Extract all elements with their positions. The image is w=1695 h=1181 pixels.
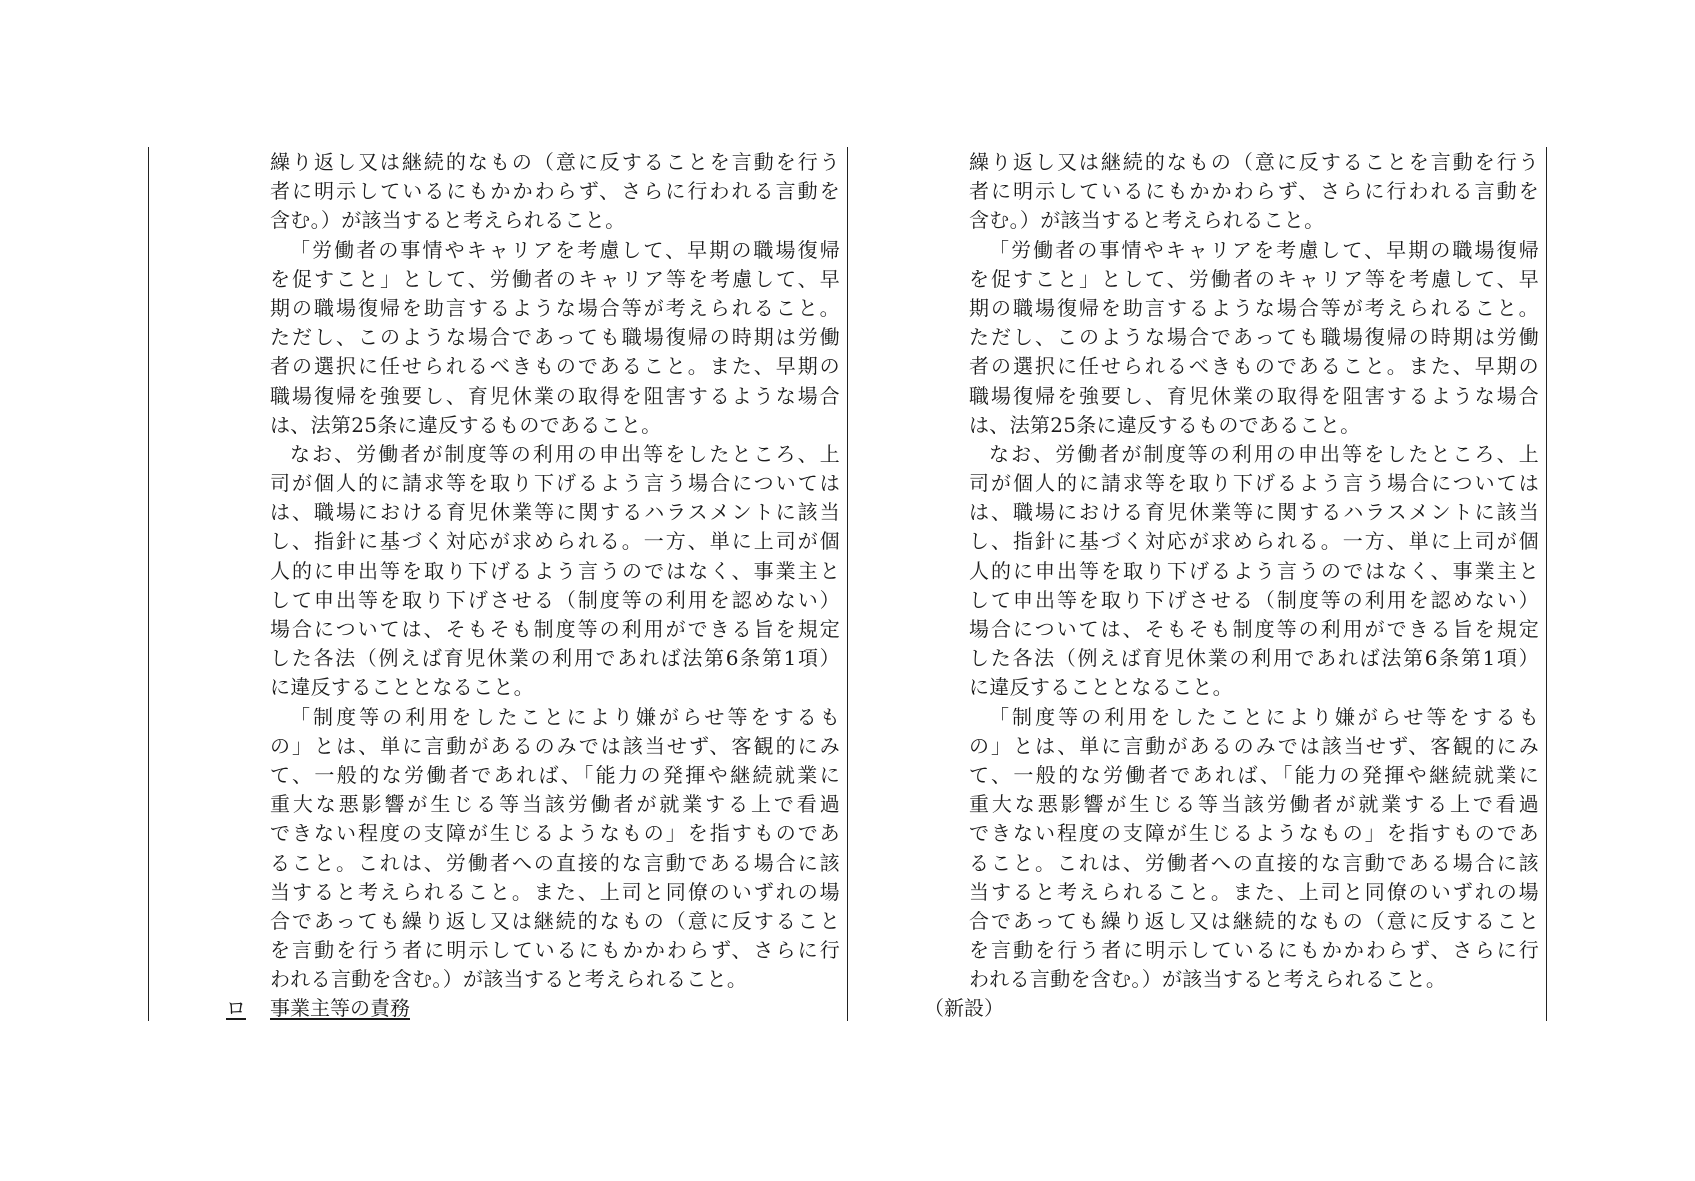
text-line: われる言動を含む。）が該当すると考えられること。 bbox=[969, 967, 1447, 992]
text-line: 「労働者の事情やキャリアを考慮して、早期の職場復帰 bbox=[290, 237, 840, 262]
text-line: を言動を行う者に明示しているにもかかわらず、さらに行 bbox=[270, 938, 840, 963]
text-line: 「労働者の事情やキャリアを考慮して、早期の職場復帰 bbox=[989, 237, 1539, 262]
right-column-outer-rule bbox=[1546, 147, 1547, 1021]
text-line: 者の選択に任せられるべきものであること。また、早期の bbox=[969, 354, 1539, 379]
text-line: 職場復帰を強要し、育児休業の取得を阻害するような場合 bbox=[270, 383, 840, 408]
text-line: を言動を行う者に明示しているにもかかわらず、さらに行 bbox=[969, 938, 1539, 963]
text-line: は、法第25条に違反するものであること。 bbox=[969, 412, 1361, 437]
text-line: 合であっても繰り返し又は継続的なもの（意に反すること bbox=[270, 908, 840, 933]
text-line: ること。これは、労働者への直接的な言動である場合に該 bbox=[270, 850, 840, 875]
text-line: 重大な悪影響が生じる等当該労働者が就業する上で看過 bbox=[270, 792, 840, 817]
left-column-text bbox=[270, 148, 840, 994]
text-line: し、指針に基づく対応が求められる。一方、単に上司が個 bbox=[969, 529, 1539, 554]
text-line: 合であっても繰り返し又は継続的なもの（意に反すること bbox=[969, 908, 1539, 933]
text-line: 含む。）が該当すると考えられること。 bbox=[270, 208, 626, 233]
text-line: は、職場における育児休業等に関するハラスメントに該当 bbox=[969, 500, 1539, 525]
text-line: なお、労働者が制度等の利用の申出等をしたところ、上 bbox=[290, 441, 840, 466]
text-line: した各法（例えば育児休業の利用であれば法第6条第1項） bbox=[969, 646, 1539, 671]
right-column-text bbox=[969, 148, 1539, 994]
text-line: 期の職場復帰を助言するような場合等が考えられること。 bbox=[969, 295, 1539, 320]
text-line: なお、労働者が制度等の利用の申出等をしたところ、上 bbox=[989, 441, 1539, 466]
text-line: 者に明示しているにもかかわらず、さらに行われる言動を bbox=[969, 179, 1539, 204]
text-line: ること。これは、労働者への直接的な言動である場合に該 bbox=[969, 850, 1539, 875]
text-line: 「制度等の利用をしたことにより嫌がらせ等をするも bbox=[290, 704, 840, 729]
text-line: 重大な悪影響が生じる等当該労働者が就業する上で看過 bbox=[969, 792, 1539, 817]
text-line: 繰り返し又は継続的なもの（意に反することを言動を行う bbox=[969, 150, 1539, 174]
text-line: できない程度の支障が生じるようなもの」を指すものであ bbox=[270, 821, 840, 846]
text-line: 「制度等の利用をしたことにより嫌がらせ等をするも bbox=[989, 704, 1539, 729]
text-line: ただし、このような場合であっても職場復帰の時期は労働 bbox=[969, 325, 1539, 350]
text-line: の」とは、単に言動があるのみでは該当せず、客観的にみ bbox=[270, 733, 840, 758]
text-line: して申出等を取り下げさせる（制度等の利用を認めない） bbox=[270, 587, 840, 612]
text-line: 司が個人的に請求等を取り下げるよう言う場合については bbox=[969, 471, 1539, 496]
text-line: した各法（例えば育児休業の利用であれば法第6条第1項） bbox=[270, 646, 840, 671]
text-line: して申出等を取り下げさせる（制度等の利用を認めない） bbox=[969, 587, 1539, 612]
left-column-outer-rule bbox=[148, 147, 149, 1021]
text-line: し、指針に基づく対応が求められる。一方、単に上司が個 bbox=[270, 529, 840, 554]
text-line: 場合については、そもそも制度等の利用ができる旨を規定 bbox=[270, 617, 840, 641]
text-line: 者の選択に任せられるべきものであること。また、早期の bbox=[270, 354, 840, 379]
text-line: の」とは、単に言動があるのみでは該当せず、客観的にみ bbox=[969, 733, 1539, 758]
text-line: できない程度の支障が生じるようなもの」を指すものであ bbox=[969, 821, 1539, 846]
text-line: に違反することとなること。 bbox=[270, 675, 534, 700]
text-line: 期の職場復帰を助言するような場合等が考えられること。 bbox=[270, 295, 840, 320]
text-line: 人的に申出等を取り下げるよう言うのではなく、事業主と bbox=[969, 558, 1539, 583]
column-divider-rule bbox=[847, 147, 848, 1021]
text-line: 含む。）が該当すると考えられること。 bbox=[969, 208, 1325, 233]
text-line: 人的に申出等を取り下げるよう言うのではなく、事業主と bbox=[270, 558, 840, 583]
text-line: て、一般的な労働者であれば、「能力の発揮や継続就業に bbox=[270, 762, 840, 787]
text-line: を促すこと」として、労働者のキャリア等を考慮して、早 bbox=[270, 266, 840, 291]
text-line: 繰り返し又は継続的なもの（意に反することを言動を行う bbox=[270, 150, 840, 174]
text-line: ただし、このような場合であっても職場復帰の時期は労働 bbox=[270, 325, 840, 350]
text-line: 職場復帰を強要し、育児休業の取得を阻害するような場合 bbox=[969, 383, 1539, 408]
text-line: て、一般的な労働者であれば、「能力の発揮や継続就業に bbox=[969, 762, 1539, 787]
text-line: に違反することとなること。 bbox=[969, 675, 1233, 700]
text-line: 司が個人的に請求等を取り下げるよう言う場合については bbox=[270, 471, 840, 496]
text-line: われる言動を含む。）が該当すると考えられること。 bbox=[270, 967, 748, 992]
section-heading bbox=[226, 994, 410, 1023]
section-heading-mark: ロ bbox=[226, 996, 246, 1020]
text-line: は、職場における育児休業等に関するハラスメントに該当 bbox=[270, 500, 840, 525]
text-line: を促すこと」として、労働者のキャリア等を考慮して、早 bbox=[969, 266, 1539, 291]
text-line: 者に明示しているにもかかわらず、さらに行われる言動を bbox=[270, 179, 840, 204]
text-line: 場合については、そもそも制度等の利用ができる旨を規定 bbox=[969, 617, 1539, 641]
section-heading-title: 事業主等の責務 bbox=[270, 996, 410, 1020]
text-line: 当すると考えられること。また、上司と同僚のいずれの場 bbox=[270, 879, 840, 904]
text-line: は、法第25条に違反するものであること。 bbox=[270, 412, 662, 437]
new-provision-note: （新設） bbox=[924, 996, 1004, 1020]
text-line: 当すると考えられること。また、上司と同僚のいずれの場 bbox=[969, 879, 1539, 904]
